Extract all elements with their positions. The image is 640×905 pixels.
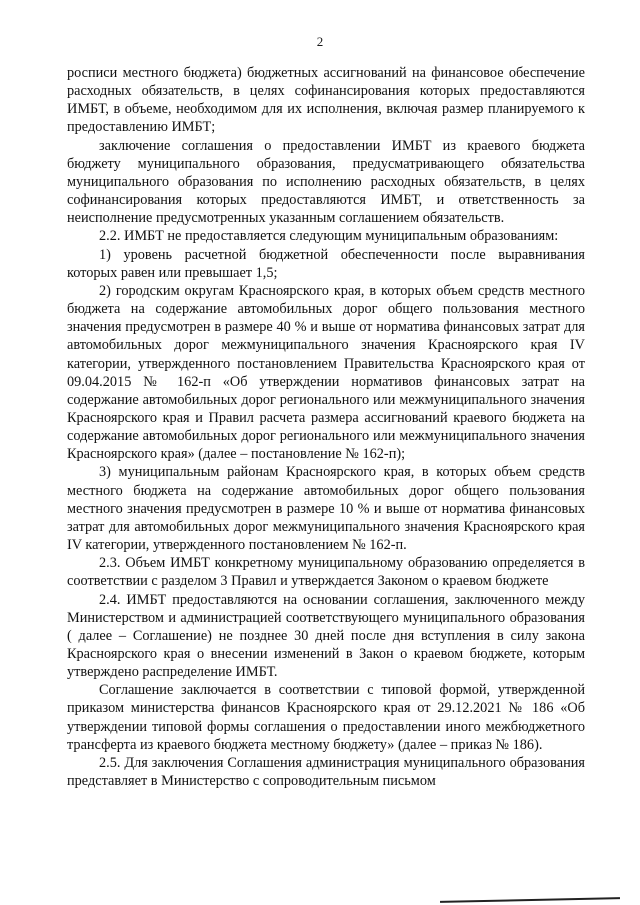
paragraph-item-1: 1) уровень расчетной бюджетной обеспеченности после выравнивания которых равен или превышает 1,5; bbox=[67, 246, 585, 281]
paragraph-2-2: 2.2. ИМБТ не предоставляется следующим муниципальным образованиям: bbox=[99, 228, 559, 245]
paragraph-agreement: заключение соглашения о предоставлении ИМБТ из краевого бюджета бюджету муниципального образования, предусматривающего обязательства муниципального образования по исполнению расходных обязательств, в целях софинансирования которых предоставляются ИМБТ, и ответственность за неисполнение предусмотренных указанным соглашением обязательств. bbox=[67, 137, 585, 227]
paragraph-item-3: 3) муниципальным районам Красноярского края, в которых объем средств местного бюджета на содержание автомобильных дорог общего пользования местного значения предусмотрен в размере 10 % и выше от норматива финансовых затрат для автомобильных дорог межмуниципального значения Красноярского края IV категории, утвержденного постановлением № 162-п. bbox=[67, 464, 585, 554]
document-body bbox=[67, 64, 585, 790]
page-number: 2 bbox=[316, 34, 324, 49]
paragraph-2-3: 2.3. Объем ИМБТ конкретному муниципальному образованию определяется в соответствии с разделом 3 Правил и утверждается Законом о краевом бюджете bbox=[67, 555, 585, 590]
paragraph-2-5: 2.5. Для заключения Соглашения администрация муниципального образования представляет в Министерство с сопроводительным письмом bbox=[67, 754, 585, 790]
paragraph-agreement-form: Соглашение заключается в соответствии с типовой формой, утвержденной приказом министерства финансов Красноярского края от 29.12.2021 № 186 «Об утверждении типовой формы соглашения о предоставлении иного межбюджетного трансферта из краевого бюджета местному бюджету» (далее – приказ № 186). bbox=[67, 682, 585, 753]
scan-edge-line bbox=[440, 897, 620, 903]
paragraph-item-2: 2) городским округам Красноярского края, в которых объем средств местного бюджета на содержание автомобильных дорог общего пользования местного значения предусмотрен в размере 40 % и выше от норматива финансовых затрат для автомобильных дорог межмуниципального значения Красноярского края IV категории, утвержденного постановлением Правительства Красноярского края от 09.04.2015 № 162-п «Об утверждении нормативов финансовых затрат на содержание автомобильных дорог регионального или межмуниципального значения Красноярского края и Правил расчета размера ассигнований краевого бюджета на содержание автомобильных дорог регионального или межмуниципального значения Красноярского края» (далее – постановление № 162-п); bbox=[67, 282, 585, 463]
paragraph-continuation: росписи местного бюджета) бюджетных ассигнований на финансовое обеспечение расходных обязательств, в целях софинансирования которых предоставляются ИМБТ, в объеме, необходимом для их исполнения, включая размер планируемого к предоставлению ИМБТ; bbox=[67, 65, 585, 136]
paragraph-2-4: 2.4. ИМБТ предоставляются на основании соглашения, заключенного между Министерством и администрацией соответствующего муниципального образования ( далее – Соглашение) не позднее 30 дней после дня вступления в силу закона Красноярского края о внесении изменений в Закон о краевом бюджете, которым утверждено распределение ИМБТ. bbox=[67, 591, 585, 681]
